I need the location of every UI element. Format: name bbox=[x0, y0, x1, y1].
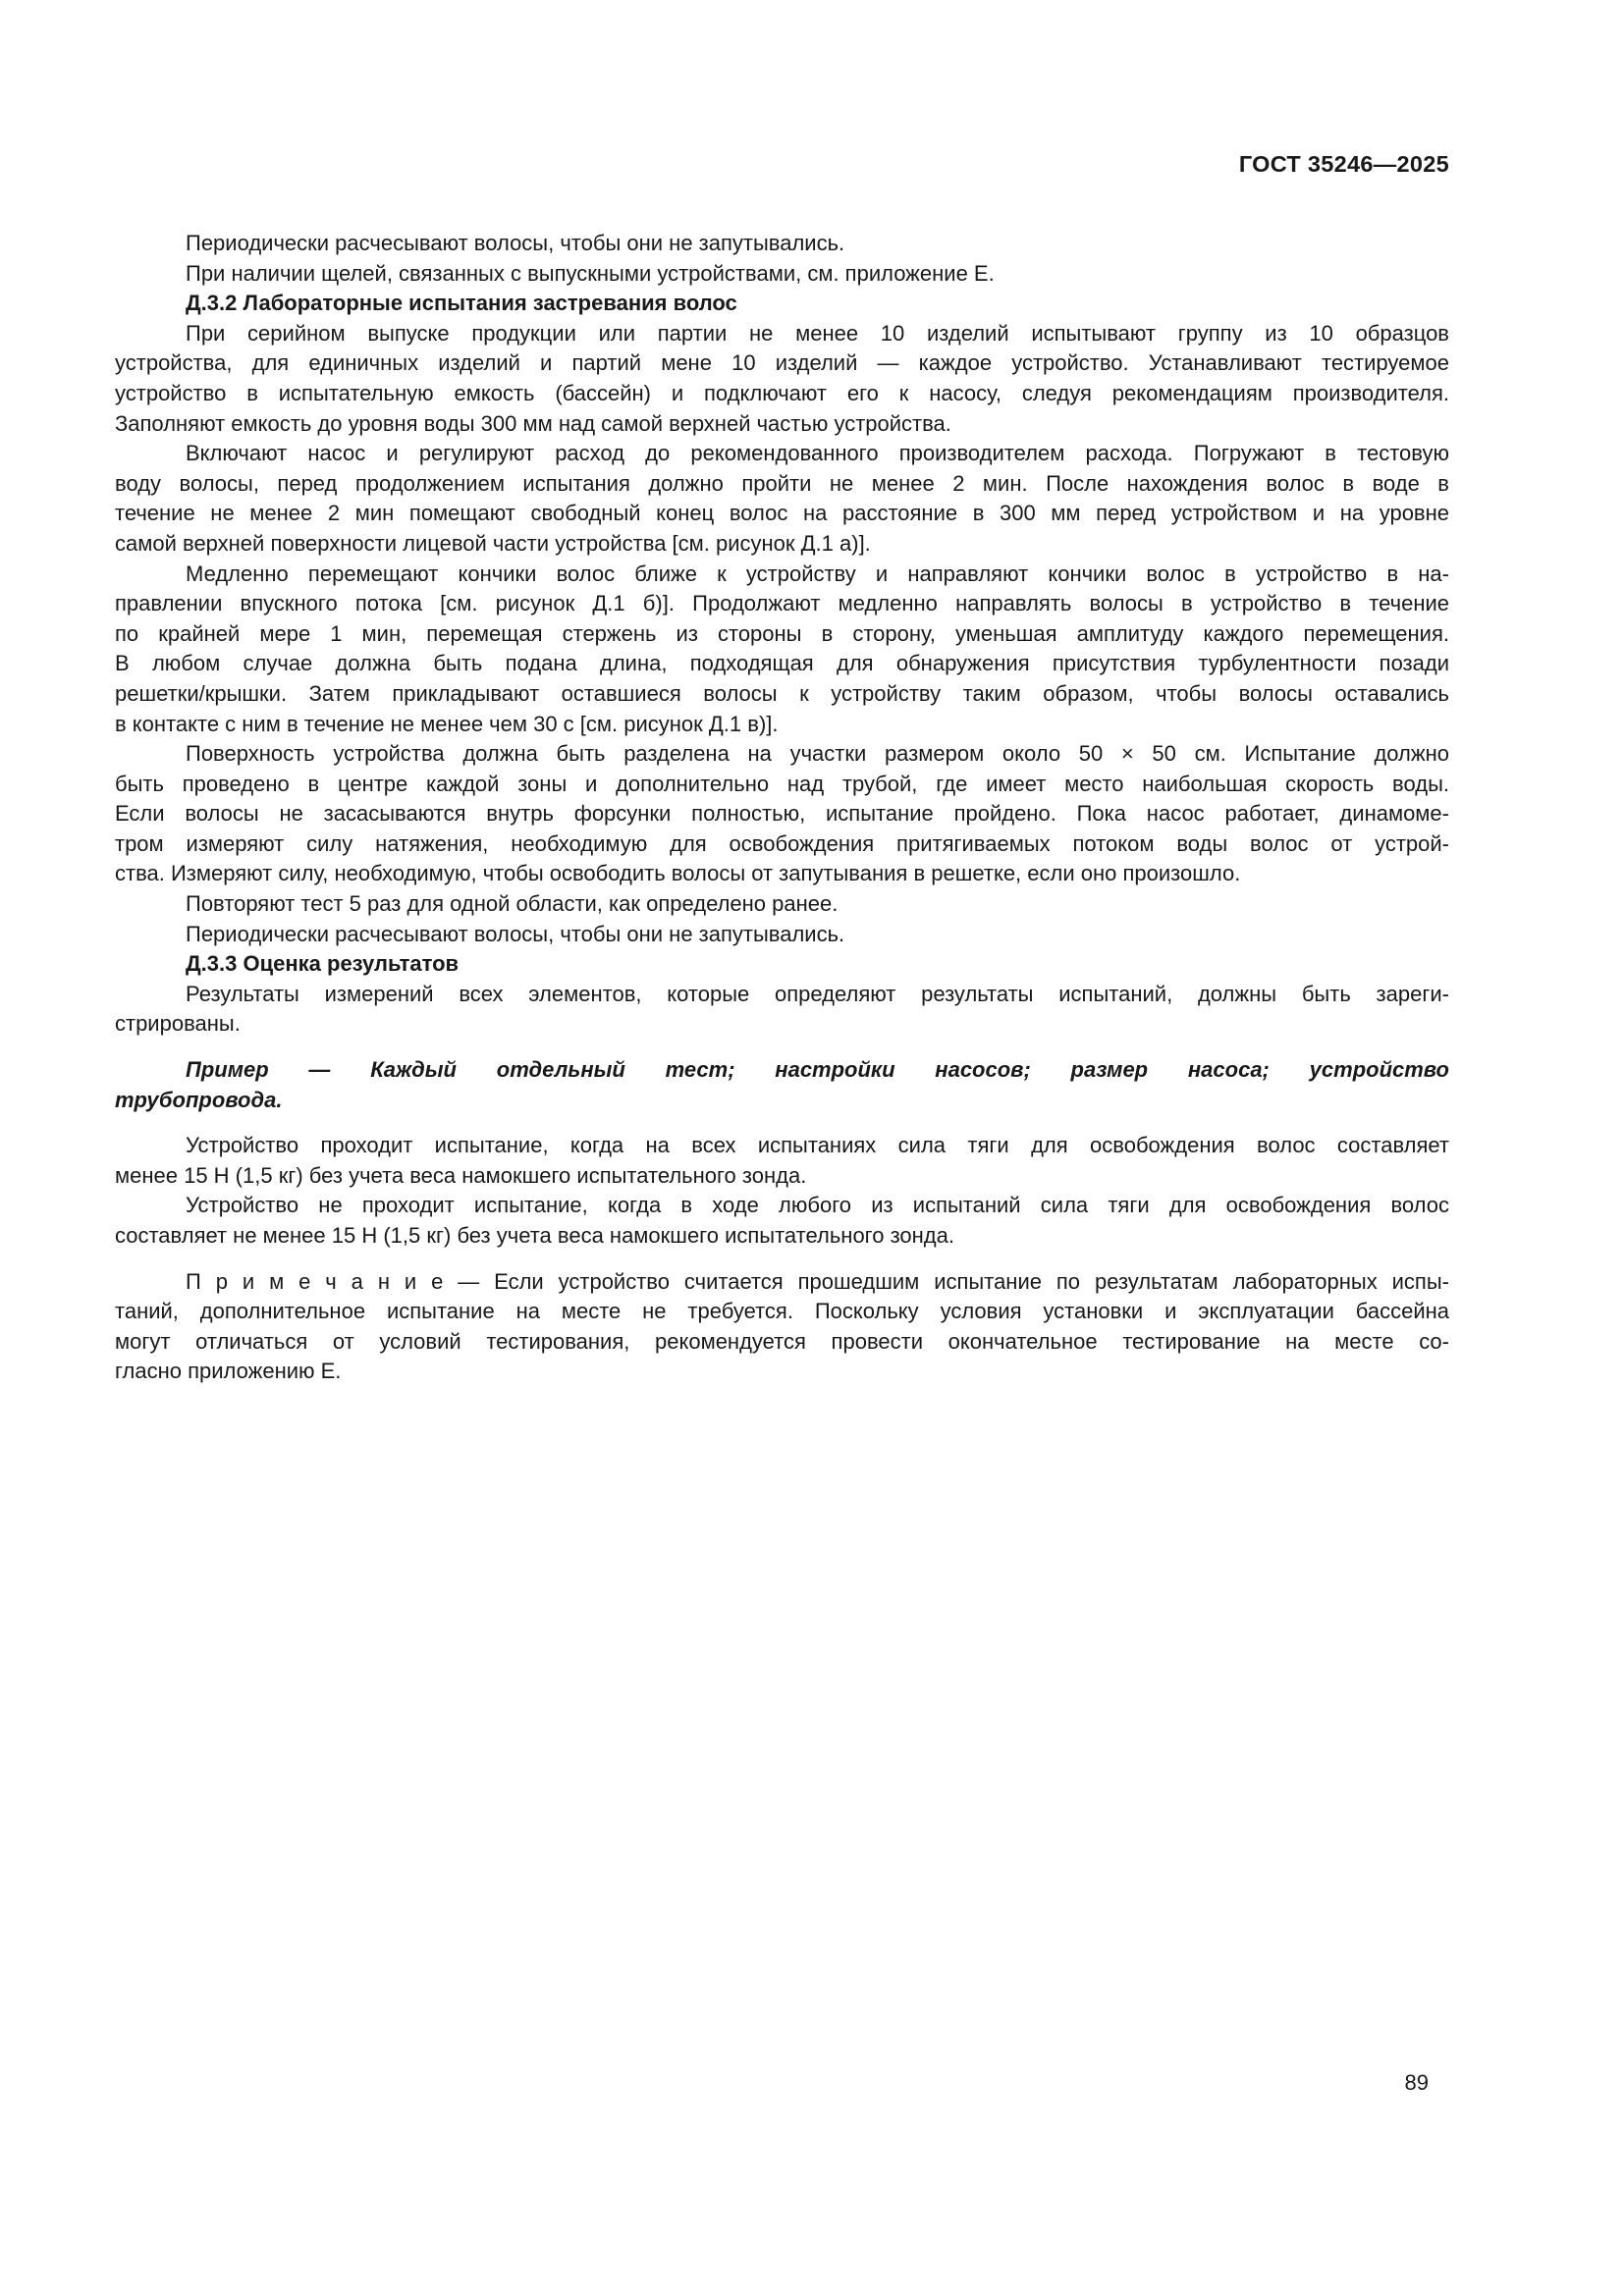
paragraph bbox=[115, 1131, 1449, 1191]
text-line: гласно приложению Е. bbox=[115, 1359, 342, 1384]
paragraph bbox=[115, 560, 1449, 740]
text-line: Заполняют емкость до уровня воды 300 мм над самой верхней частью устройства. bbox=[115, 410, 951, 436]
text-line: Пример — Каждый отдельный тест; настройки насосов; размер насоса; устройство bbox=[186, 1057, 1449, 1083]
paragraph bbox=[115, 980, 1449, 1040]
text-line: правлении впускного потока [см. рисунок Д.1 б)]. Продолжают медленно направлять волосы в устройство в течение bbox=[115, 591, 1449, 616]
text-line: могут отличаться от условий тестирования, рекомендуется провести окончательное тестирование на месте со- bbox=[115, 1328, 1449, 1354]
section-heading bbox=[115, 289, 1449, 319]
text-line: Медленно перемещают кончики волос ближе к устройству и направляют кончики волос в устройство в на- bbox=[186, 561, 1449, 586]
paragraph bbox=[115, 739, 1449, 889]
text-line: Д.3.3 Оценка результатов bbox=[186, 951, 460, 977]
text-line: Поверхность устройства должна быть разделена на участки размером около 50 × 50 см. Испытание должно bbox=[186, 741, 1449, 767]
text-line: П р и м е ч а н и е — Если устройство считается прошедшим испытание по результатам лабораторных испы- bbox=[186, 1268, 1449, 1294]
text-line: ства. Измеряют силу, необходимую, чтобы освободить волосы от запутывания в решетке, если оно произошло. bbox=[115, 861, 1241, 886]
standard-number-header: ГОСТ 35246—2025 bbox=[1238, 151, 1449, 177]
text-line: Периодически расчесывают волосы, чтобы они не запутывались. bbox=[186, 921, 845, 946]
note-paragraph bbox=[115, 1267, 1449, 1387]
text-line: Д.3.2 Лабораторные испытания застревания волос bbox=[186, 291, 737, 316]
text-line: При наличии щелей, связанных с выпускными устройствами, см. приложение Е. bbox=[186, 260, 995, 286]
section-heading bbox=[115, 949, 1449, 980]
text-line: Устройство не проходит испытание, когда в ходе любого из испытаний сила тяги для освобождения волос bbox=[186, 1193, 1449, 1218]
text-line: тром измеряют силу натяжения, необходимую для освобождения притягиваемых потоком воды волос от устрой- bbox=[115, 830, 1449, 856]
example-paragraph bbox=[115, 1055, 1449, 1115]
page-number: 89 bbox=[1404, 2070, 1429, 2095]
text-line: Повторяют тест 5 раз для одной области, как определено ранее. bbox=[186, 891, 839, 917]
text-line: В любом случае должна быть подана длина, подходящая для обнаружения присутствия турбулентности позади bbox=[115, 651, 1449, 676]
text-line: таний, дополнительное испытание на месте не требуется. Поскольку условия установки и эксплуатации бассейна bbox=[115, 1299, 1449, 1324]
text-line: устройство в испытательную емкость (бассейн) и подключают его к насосу, следуя рекомендациям производителя. bbox=[115, 380, 1449, 405]
text-line: Результаты измерений всех элементов, которые определяют результаты испытаний, должны быть зареги- bbox=[186, 981, 1449, 1006]
text-line: Если волосы не засасываются внутрь форсунки полностью, испытание пройдено. Пока насос работает, динамоме- bbox=[115, 801, 1449, 827]
text-line: в контакте с ним в течение не менее чем 30 с [см. рисунок Д.1 в)]. bbox=[115, 711, 779, 736]
paragraph bbox=[115, 889, 1449, 920]
paragraph bbox=[115, 319, 1449, 439]
text-line: самой верхней поверхности лицевой части устройства [см. рисунок Д.1 а)]. bbox=[115, 530, 871, 556]
text-line: Устройство проходит испытание, когда на всех испытаниях сила тяги для освобождения волос составляет bbox=[186, 1133, 1449, 1158]
text-line: устройства, для единичных изделий и партий мене 10 изделий — каждое устройство. Устанавливают тестируемое bbox=[115, 350, 1449, 376]
text-line: Периодически расчесывают волосы, чтобы они не запутывались. bbox=[186, 231, 845, 255]
text-line: менее 15 Н (1,5 кг) без учета веса намокшего испытательного зонда. bbox=[115, 1162, 807, 1188]
paragraph bbox=[115, 259, 1449, 290]
text-line: течение не менее 2 мин помещают свободный конец волос на расстояние в 300 мм перед устройством и на уровне bbox=[115, 501, 1449, 526]
text-line: воду волосы, перед продолжением испытания должно пройти не менее 2 мин. После нахождения волос в воде в bbox=[115, 470, 1449, 496]
text-line: трубопровода. bbox=[115, 1087, 283, 1112]
document-body bbox=[115, 229, 1449, 1387]
text-line: Включают насос и регулируют расход до рекомендованного производителем расхода. Погружают в тестовую bbox=[186, 441, 1449, 466]
text-line: быть проведено в центре каждой зоны и дополнительно над трубой, где имеет место наибольшая скорость воды. bbox=[115, 771, 1449, 796]
text-line: решетки/крышки. Затем прикладывают оставшиеся волосы к устройству таким образом, чтобы волосы оставались bbox=[115, 680, 1449, 706]
paragraph bbox=[115, 920, 1449, 950]
paragraph bbox=[115, 229, 1449, 259]
paragraph bbox=[115, 1191, 1449, 1251]
paragraph bbox=[115, 439, 1449, 559]
text-line: по крайней мере 1 мин, перемещая стержень из стороны в сторону, уменьшая амплитуду каждого перемещения. bbox=[115, 620, 1449, 646]
text-line: стрированы. bbox=[115, 1011, 241, 1037]
text-line: При серийном выпуске продукции или партии не менее 10 изделий испытывают группу из 10 образцов bbox=[186, 320, 1449, 346]
text-line: составляет не менее 15 Н (1,5 кг) без учета веса намокшего испытательного зонда. bbox=[115, 1223, 954, 1248]
